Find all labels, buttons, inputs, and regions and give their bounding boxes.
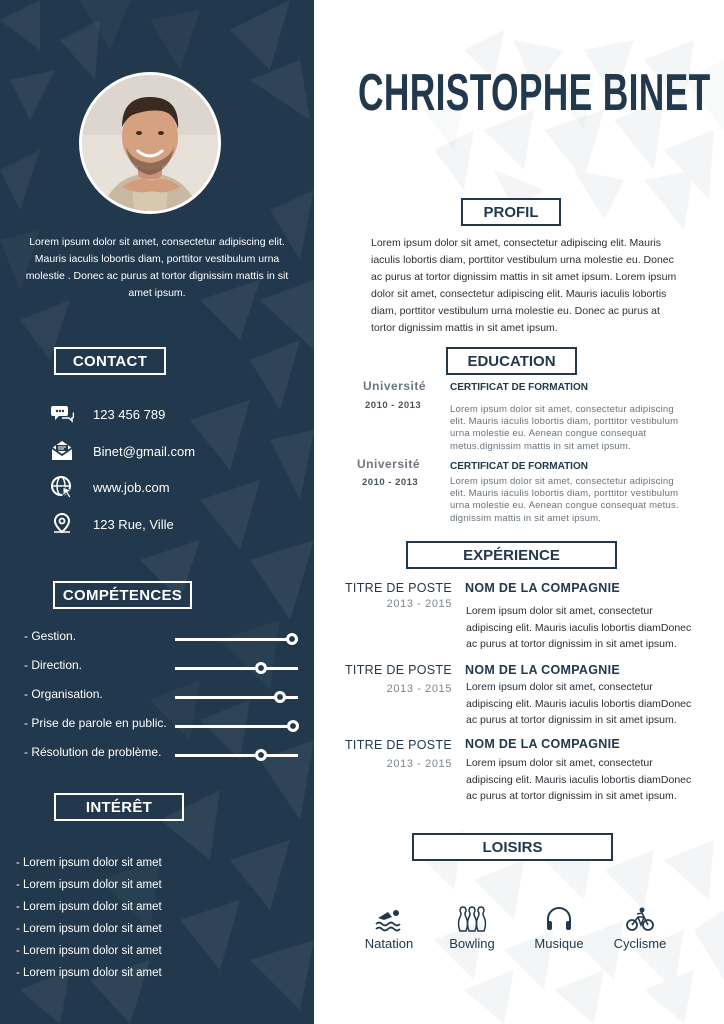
contact-heading: CONTACT [54, 347, 166, 375]
profile-photo [79, 72, 221, 214]
skill-bar [175, 754, 298, 757]
contact-address[interactable] [48, 510, 174, 538]
leisure-label: Cyclisme [613, 936, 667, 951]
chat-bubble-icon [48, 402, 76, 426]
contact-phone-text: 123 456 789 [93, 406, 166, 422]
leisure-label: Bowling [449, 936, 495, 951]
skill-item [24, 626, 300, 646]
cyclist-icon [625, 906, 655, 932]
job-years: 2013 - 2015 [386, 683, 452, 695]
skill-level-knob[interactable] [255, 662, 267, 674]
interests-list [16, 852, 286, 984]
skill-level-knob[interactable] [286, 633, 298, 645]
edu-title: CERTIFICAT DE FORMATION [450, 382, 588, 393]
interests-heading: INTÉRÊT [54, 793, 184, 821]
contact-phone[interactable] [48, 400, 165, 428]
profil-text: Lorem ipsum dolor sit amet, consectetur adipiscing elit. Mauris iaculis lobortis diam, porttitor vestibulum urna molestie eu. Donec ac purus at tortor dignissim mattis in sit amet ipsum. Lorem ipsum dolor sit amet, consectetur adipiscing elit. Mauris iaculis lobortis diam, porttitor vestibulum urna molestie eu. Donec ac purus at tortor dignissim mattis in sit amet ipsum. [371, 237, 677, 334]
skill-label: - Gestion. [24, 629, 77, 643]
intro-text: Lorem ipsum dolor sit amet, consectetur adipiscing elit. Mauris iaculis lobortis diam, porttitor vestibulum urna molestie . Donec ac purus at tortor dignissim mattis in sit amet ipsum. [25, 236, 289, 299]
skill-item [24, 713, 300, 733]
edu-years: 2010 - 2013 [362, 477, 419, 488]
edu-school: Université [357, 457, 421, 471]
contact-website[interactable] [48, 473, 170, 501]
skill-label: - Résolution de problème. [24, 745, 162, 759]
bowling-pins-icon [457, 906, 487, 932]
edu-years: 2010 - 2013 [365, 400, 422, 411]
job-title: TITRE DE POSTE [345, 738, 452, 752]
skill-level-knob[interactable] [287, 720, 299, 732]
leisure-item [432, 906, 512, 956]
list-item: - Lorem ipsum dolor sit amet [16, 879, 162, 891]
globe-cursor-icon [48, 475, 76, 499]
edu-title: CERTIFICAT DE FORMATION [450, 461, 588, 472]
education-heading: EDUCATION [446, 347, 577, 375]
profil-heading: PROFIL [461, 198, 561, 226]
contact-email-text: Binet@gmail.com [93, 443, 196, 459]
skill-item [24, 655, 300, 675]
experience-heading: EXPÉRIENCE [406, 541, 617, 569]
swimmer-icon [374, 906, 404, 932]
job-company: NOM DE LA COMPAGNIE [465, 663, 621, 677]
skills-heading: COMPÉTENCES [53, 581, 192, 609]
job-title: TITRE DE POSTE [345, 581, 452, 595]
skill-bar [175, 725, 298, 728]
portrait-illustration [82, 75, 218, 211]
list-item: - Lorem ipsum dolor sit amet [16, 923, 162, 935]
leisure-heading: LOISIRS [412, 833, 613, 861]
envelope-icon [48, 439, 76, 463]
skill-item [24, 742, 300, 762]
headphones-icon [544, 906, 574, 932]
list-item: - Lorem ipsum dolor sit amet [16, 945, 162, 957]
edu-description: Lorem ipsum dolor sit amet, consectetur adipiscing elit. Mauris iaculis lobortis diam, porttitor vestibulum urna molestie eu. Aenean congue consequat metus. dignissim mattis in sit amet ipsum. [450, 476, 679, 524]
leisure-item [349, 906, 429, 956]
contact-website-text: www.job.com [93, 479, 170, 495]
job-description: Lorem ipsum dolor sit amet, consectetur adipiscing elit. Mauris iaculis lobortis diamDonec ac purus at tortor dignissim in sit amet ipsum. [466, 681, 692, 726]
skill-item [24, 684, 300, 704]
job-title: TITRE DE POSTE [345, 663, 452, 677]
job-company: NOM DE LA COMPAGNIE [465, 737, 621, 751]
sidebar [0, 0, 314, 1024]
skill-level-knob[interactable] [255, 749, 267, 761]
main-column [314, 0, 724, 1024]
skill-label: - Prise de parole en public. [24, 716, 167, 730]
skill-bar [175, 638, 298, 641]
skill-bar [175, 667, 298, 670]
skill-level-knob[interactable] [274, 691, 286, 703]
edu-school: Université [363, 379, 427, 393]
edu-description: Lorem ipsum dolor sit amet, consectetur adipiscing elit. Mauris iaculis lobortis diam, porttitor vestibulum urna molestie eu. Aenean congue consequat metus.dignissim mattis in sit amet ipsum. [450, 404, 679, 452]
job-years: 2013 - 2015 [386, 598, 452, 610]
list-item: - Lorem ipsum dolor sit amet [16, 901, 162, 913]
candidate-name: CHRISTOPHE BINET [358, 64, 711, 122]
leisure-label: Natation [364, 936, 414, 951]
skill-label: - Organisation. [24, 687, 103, 701]
job-description: Lorem ipsum dolor sit amet, consectetur adipiscing elit. Mauris iaculis lobortis diamDonec ac purus at tortor dignissim in sit amet ipsum. [466, 757, 692, 802]
leisure-label: Musique [534, 936, 584, 951]
contact-email[interactable] [48, 437, 195, 465]
job-company: NOM DE LA COMPAGNIE [465, 581, 621, 595]
skill-label: - Direction. [24, 658, 83, 672]
contact-address-text: 123 Rue, Ville [93, 516, 174, 532]
job-description: Lorem ipsum dolor sit amet, consectetur adipiscing elit. Mauris iaculis lobortis diamDonec ac purus at tortor dignissim in sit amet ipsum. [466, 605, 692, 650]
job-years: 2013 - 2015 [386, 758, 452, 770]
leisure-item [600, 906, 680, 956]
map-pin-icon [48, 512, 76, 536]
list-item: - Lorem ipsum dolor sit amet [16, 857, 162, 869]
leisure-item [519, 906, 599, 956]
list-item: - Lorem ipsum dolor sit amet [16, 967, 162, 979]
